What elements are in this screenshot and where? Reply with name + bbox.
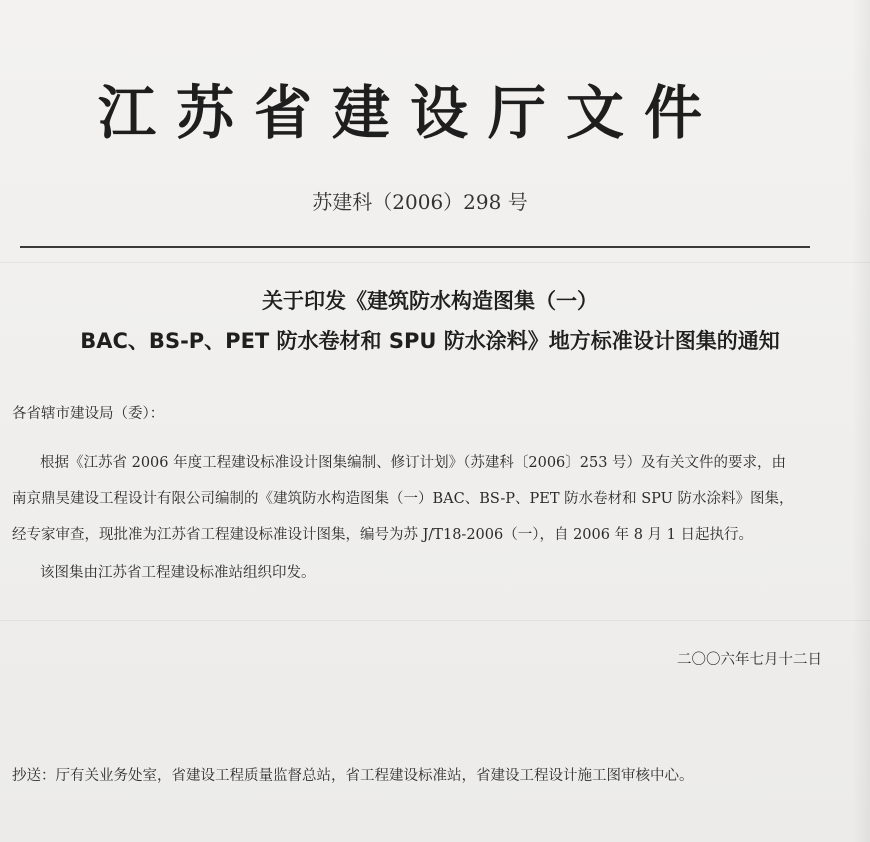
paragraph-2: 该图集由江苏省工程建设标准站组织印发。 (40, 565, 316, 581)
paragraph-1-line-1: 根据《江苏省 2006 年度工程建设标准设计图集编制、修订计划》（苏建科〔2006〕253 号）及有关文件的要求，由 (40, 455, 787, 471)
notice-title-line-1: 关于印发《建筑防水构造图集（一） (262, 289, 598, 313)
issue-date: 二〇〇六年七月十二日 (677, 652, 822, 668)
page-edge-shadow (852, 0, 870, 842)
document-number: 苏建科（2006）298 号 (312, 190, 528, 214)
paragraph-1-line-2: 南京鼎昊建设工程设计有限公司编制的《建筑防水构造图集（一）BAC、BS-P、PET 防水卷材和 SPU 防水涂料》图集， (12, 491, 794, 507)
paragraph-1-line-3: 经专家审查，现批准为江苏省工程建设标准设计图集，编号为苏 J/T18-2006（一），自 2006 年 8 月 1 日起执行。 (12, 527, 753, 543)
document-header-title: 江苏省建设厅文件 (97, 79, 722, 147)
cc-list: 抄送：厅有关业务处室，省建设工程质量监督总站，省工程建设标准站，省建设工程设计施工图审核中心。 (12, 768, 694, 784)
paper-fold-line (0, 262, 870, 263)
header-divider (20, 246, 810, 248)
salutation: 各省辖市建设局（委）： (12, 406, 165, 422)
notice-title-line-2: BAC、BS-P、PET 防水卷材和 SPU 防水涂料》地方标准设计图集的通知 (80, 329, 780, 353)
paper-fold-line (0, 620, 870, 621)
